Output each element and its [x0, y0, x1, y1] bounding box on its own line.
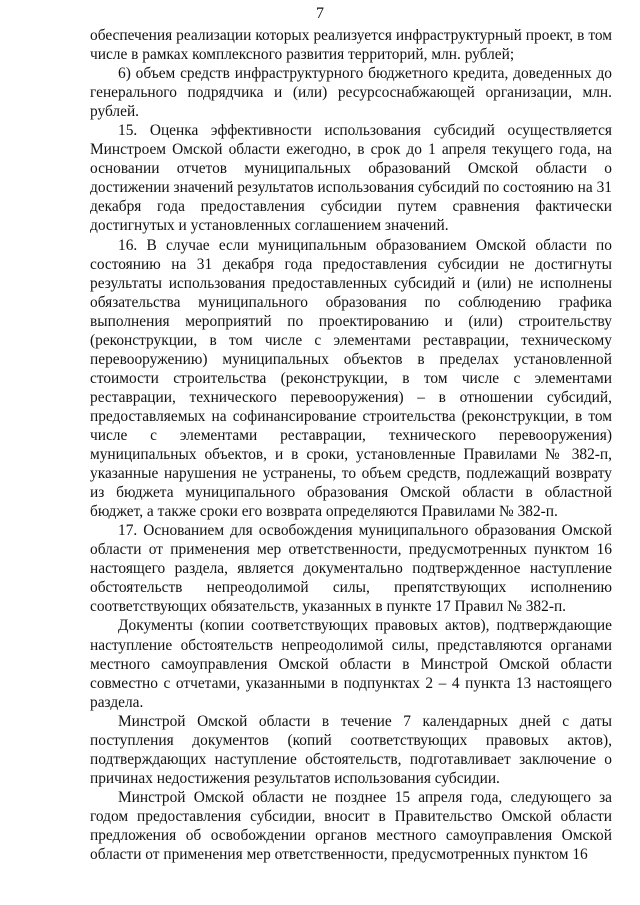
paragraph: 17. Основанием для освобождения муниципального образования Омской области от применения мер ответственности, предусмотренных пунктом 16 настоящего раздела, является документально подтвержденное наступление обстоятельств непреодолимой силы, препятствующих исполнению соответствующих обязательств, указанных в пункте 17 Правил № 382-п.	[90, 522, 612, 616]
paragraph: Документы (копии соответствующих правовых актов), подтверждающие наступление обстоятельств непреодолимой силы, представляются органами местного самоуправления Омской области в Минстрой Омской области совместно с отчетами, указанными в подпунктах 2 – 4 пункта 13 настоящего раздела.	[90, 617, 612, 711]
document-body	[90, 26, 612, 864]
paragraph: Минстрой Омской области в течение 7 календарных дней с даты поступления документов (копий соответствующих правовых актов), подтверждающих наступление обстоятельств, подготавливает заключение о причинах недостижения результатов использования субсидии.	[90, 712, 612, 787]
paragraph: обеспечения реализации которых реализуется инфраструктурный проект, в том числе в рамках комплексного развития территорий, млн. рублей;	[90, 27, 612, 64]
paragraph: Минстрой Омской области не позднее 15 апреля года, следующего за годом предоставления субсидии, вносит в Правительство Омской области предложения об освобождении органов местного самоуправления Омской области от применения мер ответственности, предусмотренных пунктом 16	[90, 788, 612, 864]
page-number: 7	[316, 5, 324, 22]
paragraph: 15. Оценка эффективности использования субсидий осуществляется Минстроем Омской области ежегодно, в срок до 1 апреля текущего года, на основании отчетов муниципальных образований Омской области о достижении значений результатов использования субсидий по состоянию на 31 декабря года предоставления субсидии путем сравнения фактически достигнутых и установленных соглашением значений.	[90, 122, 612, 235]
paragraph: 6) объем средств инфраструктурного бюджетного кредита, доведенных до генерального подрядчика и (или) ресурсоснабжающей организации, млн. рублей.	[90, 65, 612, 121]
paragraph: 16. В случае если муниципальным образованием Омской области по состоянию на 31 декабря года предоставления субсидии не достигнуты результаты использования предоставленных субсидий и (или) не исполнены обязательства муниципального образования по соблюдению графика выполнения мероприятий по проектированию и (или) строительству (реконструкции, в том числе с элементами реставрации, техническому перевооружению) муниципальных объектов в пределах установленной стоимости строительства (реконструкции, в том числе с элементами реставрации, технического перевооружения) – в отношении субсидий, предоставляемых на софинансирование строительства (реконструкции, в том числе с элементами реставрации, технического перевооружения) муниципальных объектов, и в сроки, установленные Правилами № 382-п, указанные нарушения не устранены, то объем средств, подлежащий возврату из бюджета муниципального образования Омской области в областной бюджет, а также сроки его возврата определяются Правилами № 382-п.	[90, 236, 612, 521]
